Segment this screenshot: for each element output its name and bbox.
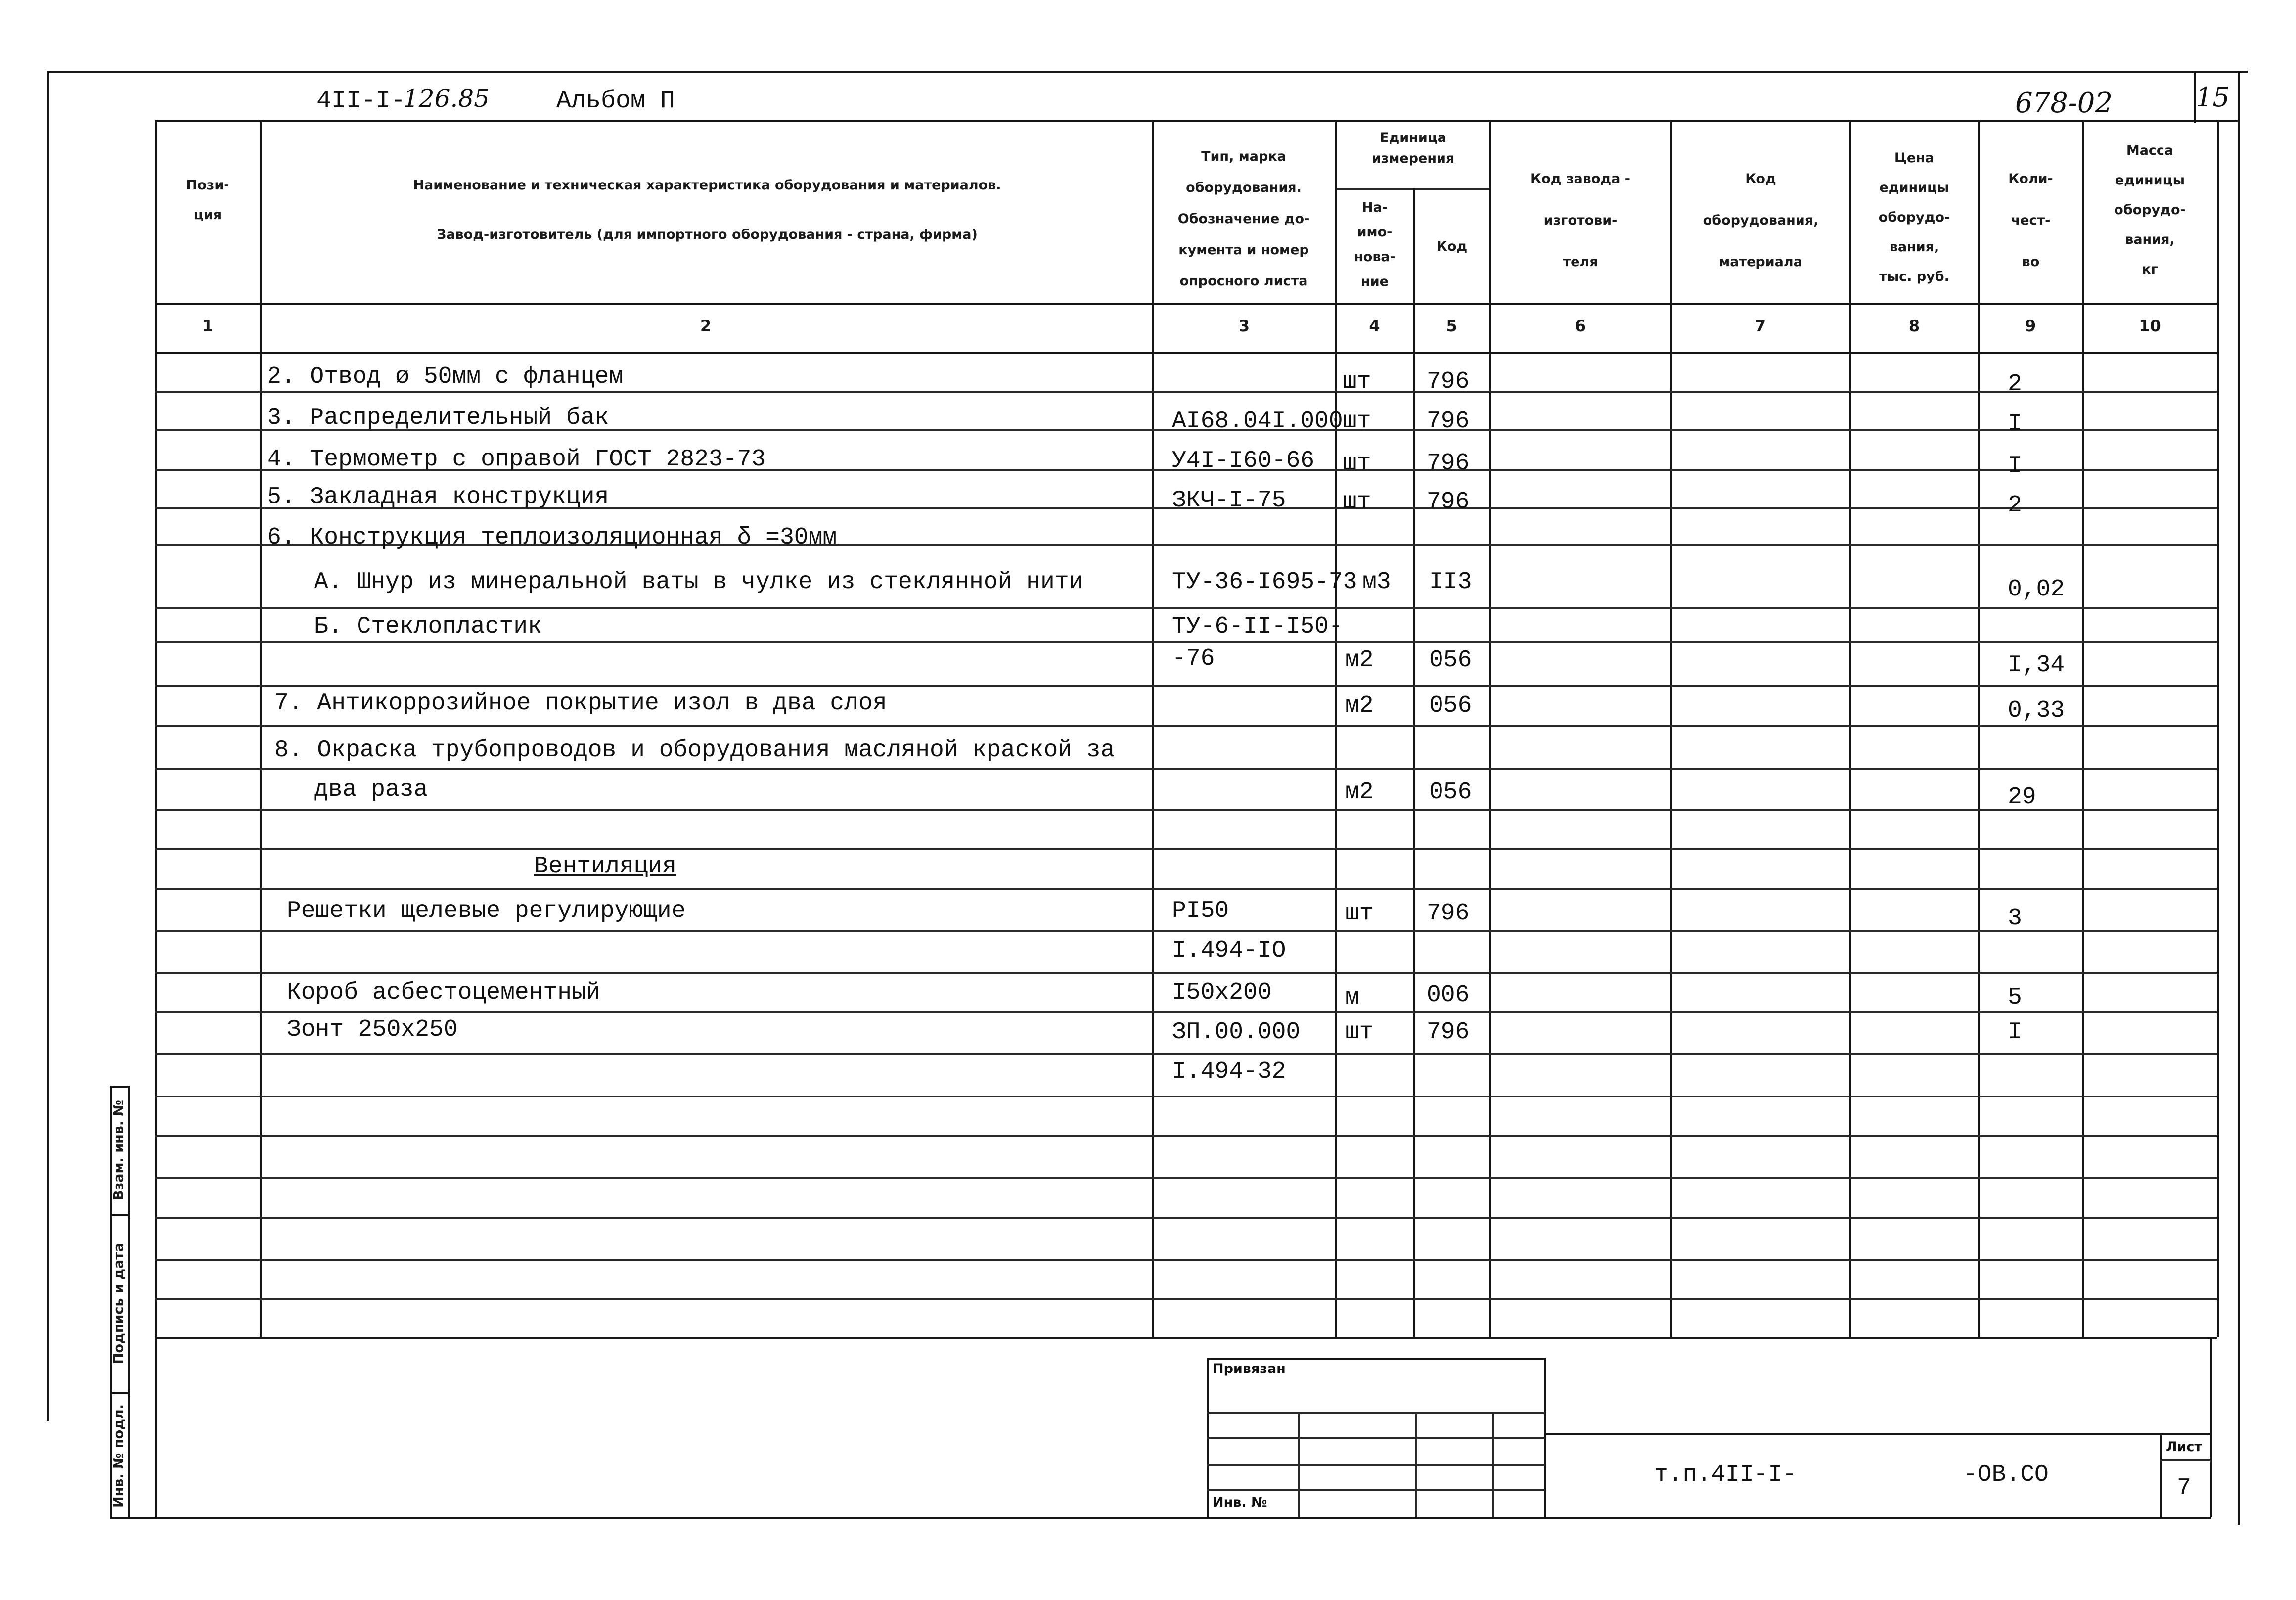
sheet-code: 678-02: [2015, 87, 2113, 119]
row-type: ЗП.00.000: [1172, 1019, 1301, 1046]
page-number: 15: [2196, 82, 2230, 113]
col-6-number: 6: [1575, 317, 1586, 335]
doc-code: т.п.4II-I-: [1654, 1462, 1797, 1488]
row-qty: I,34: [2008, 652, 2065, 679]
row-code: 796: [1427, 1019, 1470, 1046]
row-qty: 0,02: [2008, 576, 2065, 603]
col-8-header: Цена единицы оборудо- вания, тыс. руб.: [1878, 150, 1950, 284]
sheet-label: Лист: [2166, 1439, 2202, 1455]
row-name: Б. Стеклопластик: [314, 613, 542, 640]
row-code: II3: [1429, 569, 1472, 595]
col-5-number: 5: [1446, 317, 1457, 335]
row-code: 006: [1427, 982, 1470, 1008]
row-qty: 2: [2008, 371, 2022, 398]
col-10-number: 10: [2139, 317, 2161, 335]
row-name: 4. Термометр с оправой ГОСТ 2823-73: [267, 446, 766, 473]
row-name: два раза: [314, 777, 428, 803]
doc-suffix: -ОВ.СО: [1963, 1462, 2049, 1488]
side-vzam-inv: Взам. инв. №: [111, 1100, 127, 1201]
col-2-number: 2: [700, 317, 712, 335]
row-code: 056: [1429, 779, 1472, 806]
row-code: 796: [1427, 900, 1470, 927]
unit-group-header: Единица измерения: [1371, 130, 1455, 166]
privyazan-label: Привязан: [1213, 1361, 1286, 1376]
row-unit: шт: [1345, 1019, 1374, 1046]
row-unit: шт: [1345, 900, 1374, 927]
row-type: I.494-IO: [1172, 937, 1286, 964]
row-unit: шт: [1343, 368, 1371, 395]
album-label: Альбом П: [556, 87, 675, 115]
col-5-header: Код: [1436, 239, 1468, 254]
row-name: 3. Распределительный бак: [267, 405, 609, 431]
row-type: -76: [1172, 645, 1215, 672]
row-name: 7. Антикоррозийное покрытие изол в два слоя: [274, 690, 887, 717]
row-code: 796: [1427, 450, 1470, 477]
row-name: Короб асбестоцементный: [287, 979, 600, 1006]
col-7-header: Код оборудования, материала: [1703, 171, 1819, 270]
side-inv-podl: Инв. № подл.: [111, 1404, 127, 1508]
sheet-number: 7: [2177, 1475, 2191, 1502]
col-7-number: 7: [1755, 317, 1766, 335]
row-code: 056: [1429, 647, 1472, 674]
col-6-header: Код завода - изготови- теля: [1531, 171, 1630, 270]
row-name: 2. Отвод ø 50мм с фланцем: [267, 364, 624, 390]
col-4-number: 4: [1369, 317, 1380, 335]
section-heading: Вентиляция: [534, 853, 677, 880]
row-unit: шт: [1343, 489, 1371, 515]
project-code-handwritten: 126.85: [403, 84, 490, 113]
row-type: ТУ-36-I695-73: [1172, 569, 1357, 595]
row-code: 796: [1427, 368, 1470, 395]
inv-label: Инв. №: [1213, 1495, 1267, 1510]
col-10-header: Масса единицы оборудо- вания, кг: [2114, 143, 2186, 277]
row-unit: шт: [1343, 450, 1371, 477]
row-type: PI50: [1172, 898, 1229, 924]
col-3-header: Тип, марка оборудования. Обозначение до- кумента и номер опросного листа: [1177, 149, 1310, 289]
row-name: А. Шнур из минеральной ваты в чулке из стеклянной нити: [314, 569, 1083, 595]
row-qty: I: [2008, 411, 2022, 437]
row-type: У4I-I60-66: [1172, 448, 1315, 474]
row-code: 056: [1429, 692, 1472, 719]
row-code: 796: [1427, 489, 1470, 515]
col-9-number: 9: [2025, 317, 2036, 335]
col-1-header: Пози- ция: [186, 178, 229, 223]
col-9-header: Коли- чест- во: [2008, 171, 2053, 270]
row-unit: шт: [1343, 408, 1371, 435]
row-qty: I: [2008, 1019, 2022, 1046]
side-signature-date: Подпись и дата: [111, 1242, 127, 1365]
col-2-header: Наименование и техническая характеристика оборудования и материалов. Завод-изготовитель (для импортного оборудования - страна, фирма): [413, 178, 1001, 242]
row-unit: м2: [1345, 779, 1374, 806]
row-qty: 29: [2008, 784, 2036, 811]
row-name: 8. Окраска трубопроводов и оборудования масляной краской за: [274, 737, 1115, 764]
col-3-number: 3: [1238, 317, 1250, 335]
row-qty: 0,33: [2008, 697, 2065, 724]
row-name: 5. Закладная конструкция: [267, 484, 609, 510]
col-8-number: 8: [1908, 317, 1920, 335]
row-unit: м: [1345, 984, 1359, 1011]
row-qty: 2: [2008, 492, 2022, 519]
row-unit: м3: [1362, 569, 1391, 595]
row-type: I.494-32: [1172, 1058, 1286, 1085]
row-name: Решетки щелевые регулирующие: [287, 898, 686, 924]
col-1-number: 1: [202, 317, 214, 335]
row-unit: м2: [1345, 647, 1374, 674]
row-type: AI68.04I.000: [1172, 408, 1343, 435]
row-name: 6. Конструкция теплоизоляционная δ =30мм: [267, 524, 837, 551]
col-4-header: На- имо- нова- ние: [1354, 200, 1396, 289]
project-code: 4II-I-: [316, 87, 406, 115]
row-type: ТУ-6-II-I50-: [1172, 613, 1343, 640]
row-code: 796: [1427, 408, 1470, 435]
row-unit: м2: [1345, 692, 1374, 719]
row-type: ЗКЧ-I-75: [1172, 487, 1286, 514]
row-qty: 5: [2008, 984, 2022, 1011]
row-type: I50x200: [1172, 979, 1272, 1006]
row-name: Зонт 250x250: [287, 1016, 458, 1043]
row-qty: I: [2008, 453, 2022, 479]
row-qty: 3: [2008, 905, 2022, 932]
